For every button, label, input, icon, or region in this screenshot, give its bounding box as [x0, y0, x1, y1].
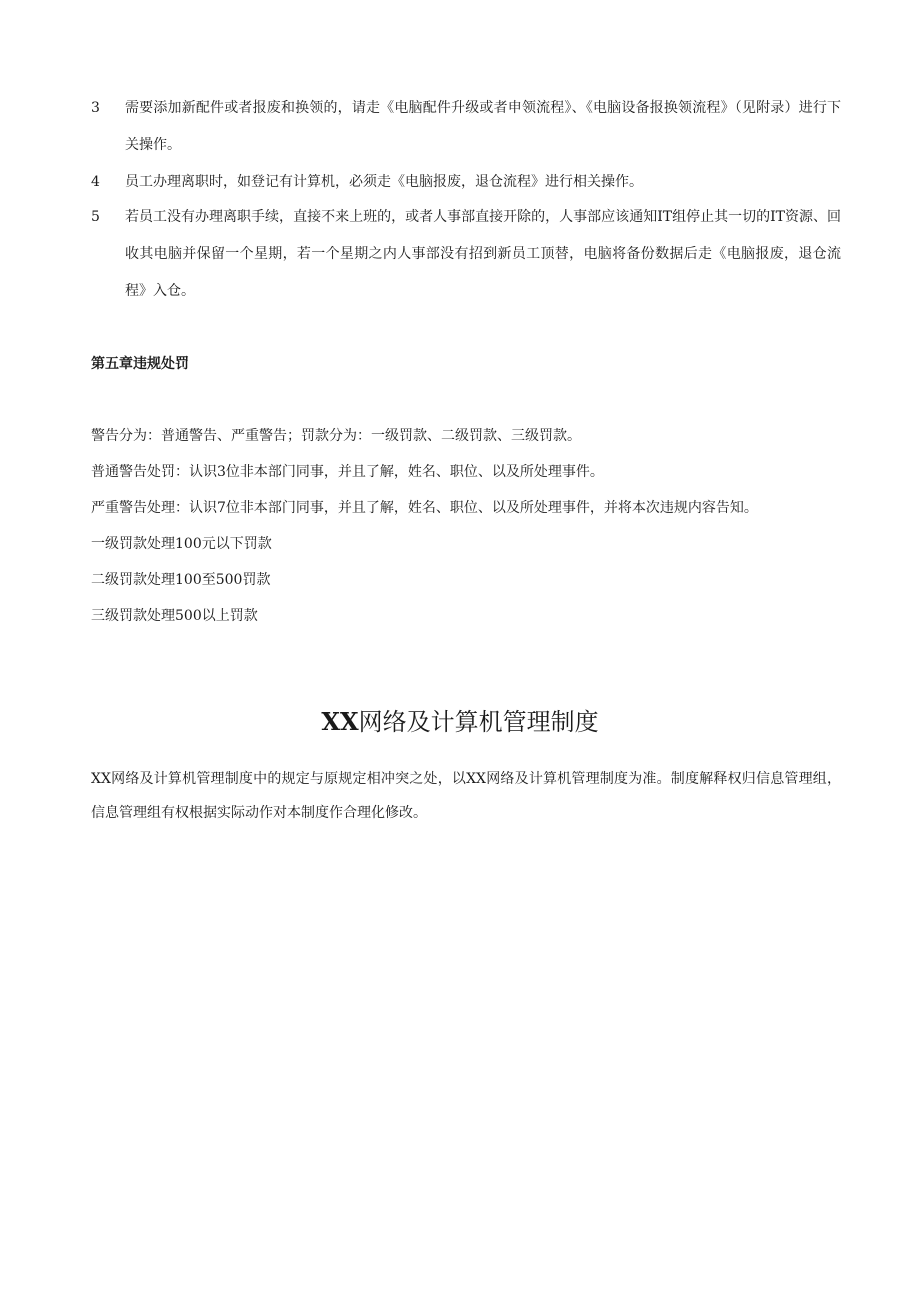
document-title [0, 702, 920, 742]
list-item-text: 需要添加新配件或者报废和换领的，请走《电脑配件升级或者申领流程》、《电脑设备报换领流程》（见附录）进行下关操作。 [125, 100, 841, 153]
document-title-prefix: XX [321, 707, 359, 736]
first-level-fine-rule: 一级罚款处理100元以下罚款 [91, 536, 272, 552]
list-item-number: 3 [91, 100, 100, 116]
third-level-fine-rule: 三级罚款处理500以上罚款 [91, 608, 258, 624]
list-item-4 [91, 164, 841, 201]
serious-warning-rule: 严重警告处理：认识7位非本部门同事，并且了解，姓名、职位、以及所处理事件，并将本次违规内容告知。 [91, 500, 758, 516]
list-item-number: 5 [91, 209, 100, 225]
list-item-text: 员工办理离职时，如登记有计算机，必须走《电脑报废，退仓流程》进行相关操作。 [125, 174, 643, 190]
list-item-3 [91, 90, 841, 164]
list-item-text: 若员工没有办理离职手续，直接不来上班的，或者人事部直接开除的，人事部应该通知IT组停止其一切的IT资源、回收其电脑并保留一个星期，若一个星期之内人事部没有招到新员工顶替，电脑将备份数据后走《电脑报废，退仓流程》入仓。 [125, 209, 841, 299]
normal-warning-rule: 普通警告处罚：认识3位非本部门同事，并且了解，姓名、职位、以及所处理事件。 [91, 464, 604, 480]
penalty-overview: 警告分为：普通警告、严重警告；罚款分为：一级罚款、二级罚款、三级罚款。 [91, 428, 581, 444]
list-item-5 [91, 199, 841, 310]
second-level-fine-rule: 二级罚款处理100至500罚款 [91, 572, 271, 588]
chapter-five-heading: 第五章违规处罚 [91, 356, 189, 372]
document-title-text: 网络及计算机管理制度 [358, 708, 599, 736]
list-item-number: 4 [91, 174, 100, 190]
closing-paragraph: XX网络及计算机管理制度中的规定与原规定相冲突之处，以XX网络及计算机管理制度为准。制度解释权归信息管理组，信息管理组有权根据实际动作对本制度作合理化修改。 [91, 771, 841, 821]
